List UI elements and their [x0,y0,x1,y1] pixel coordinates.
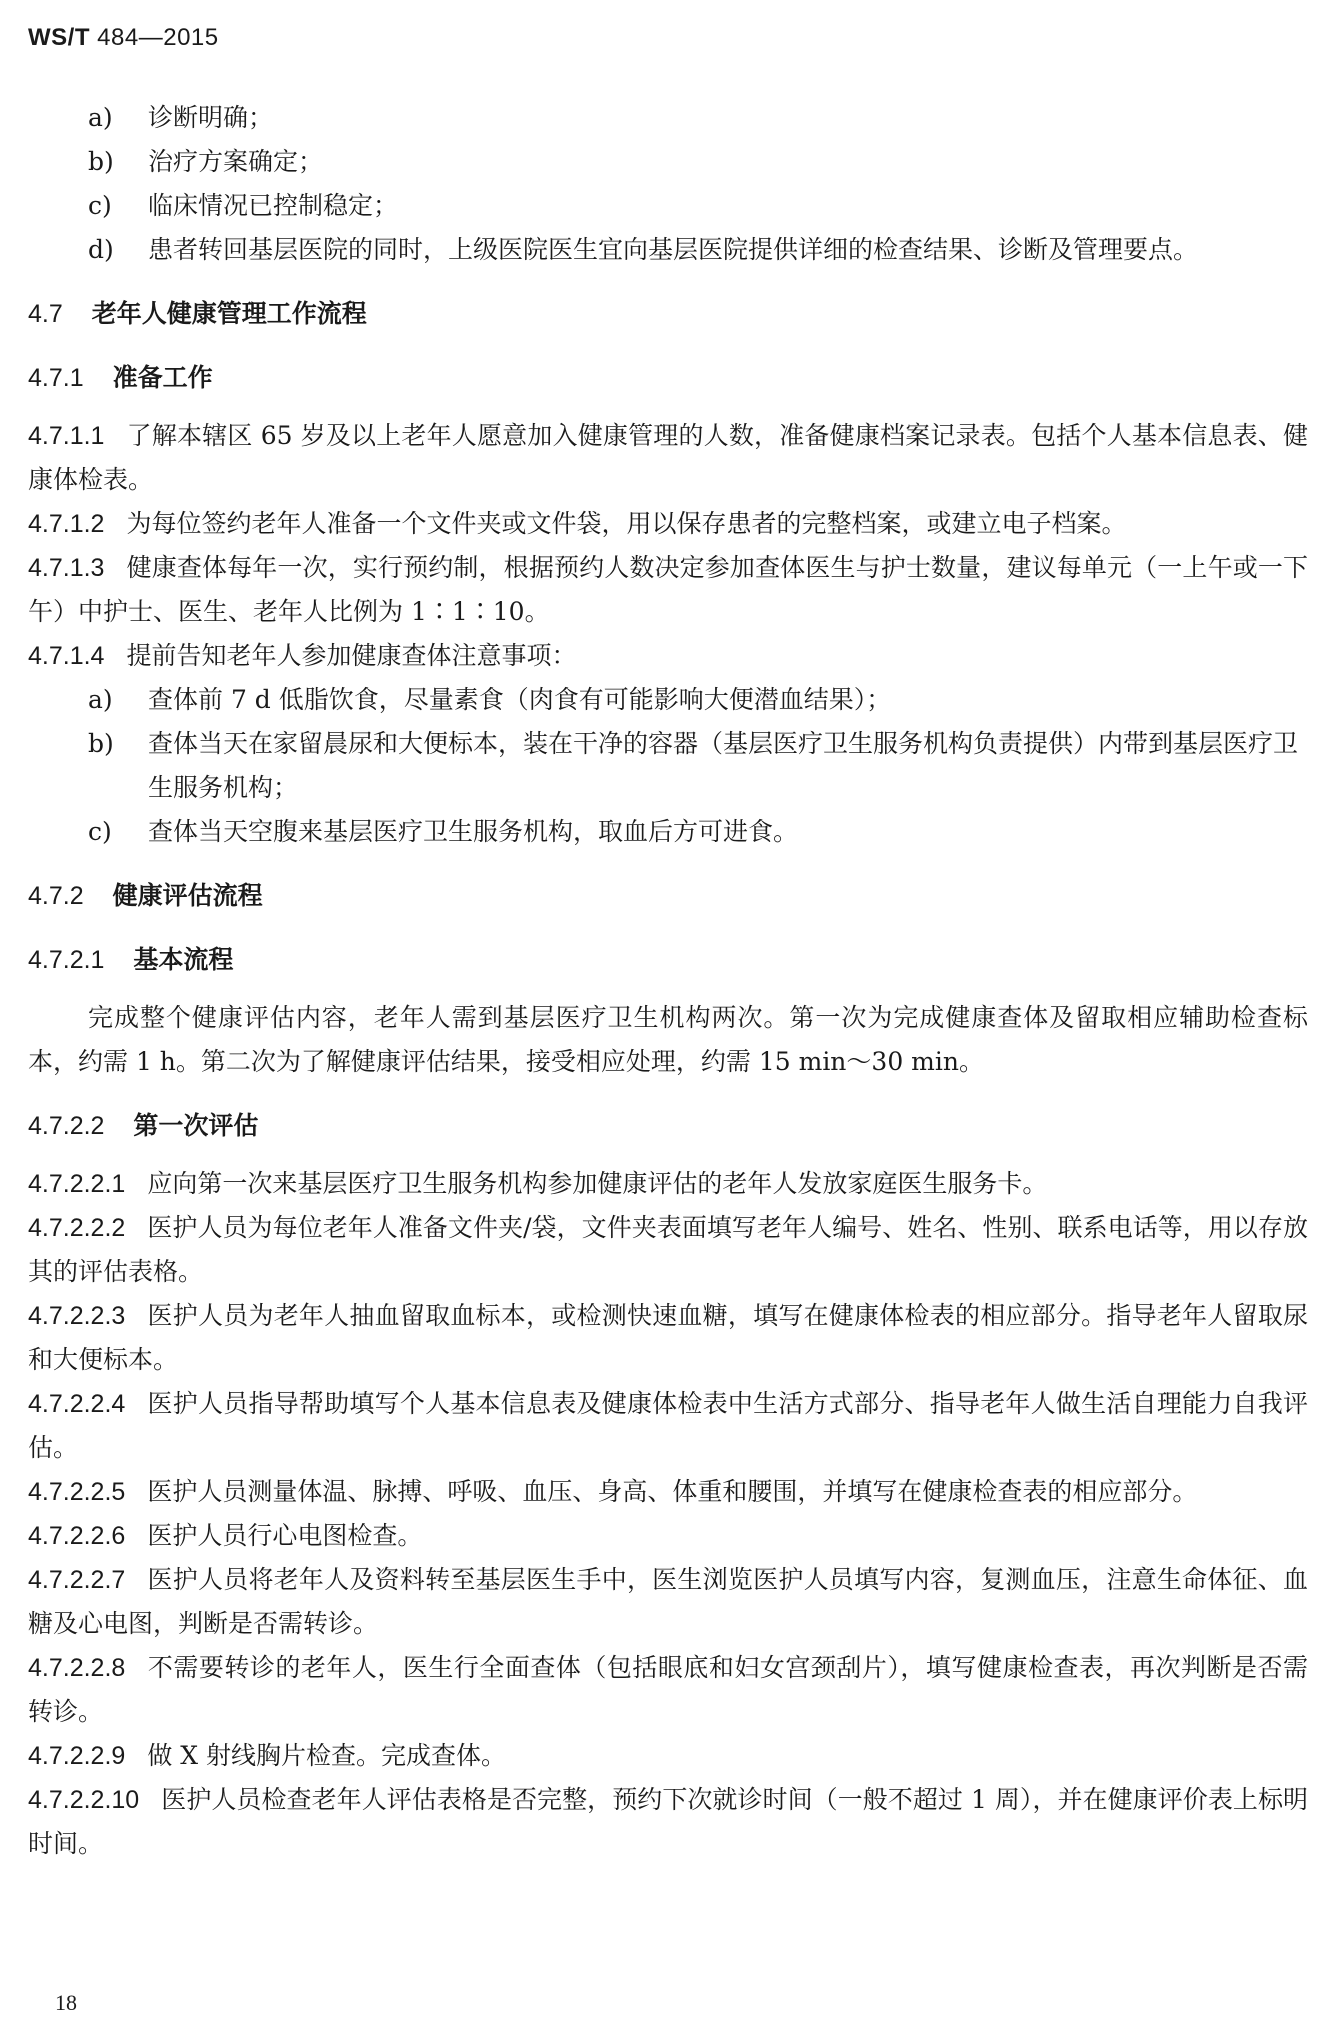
clause-number: 4.7.1.1 [28,422,105,450]
section-title: 健康评估流程 [112,881,263,910]
clause [28,1514,1308,1558]
clause [28,1162,1308,1206]
list-text: 治疗方案确定； [148,147,324,176]
section-number: 4.7 [28,300,63,328]
section-number: 4.7.2.2 [28,1112,105,1140]
clause-number: 4.7.2.2.6 [28,1522,126,1550]
clause [28,1206,1308,1294]
clause-number: 4.7.2.2.8 [28,1654,126,1682]
clause-number: 4.7.1.2 [28,510,105,538]
list-item [28,678,1308,722]
list-marker: c) [88,817,112,846]
clause-text: 医护人员将老年人及资料转至基层医生手中，医生浏览医护人员填写内容，复测血压，注意生命体征、血糖及心电图，判断是否需转诊。 [28,1565,1308,1638]
section-heading [28,356,1308,400]
clause-text: 医护人员行心电图检查。 [147,1521,423,1550]
clause-text: 提前告知老年人参加健康查体注意事项： [126,641,577,670]
clause-text: 医护人员检查老年人评估表格是否完整，预约下次就诊时间（一般不超过 1 周），并在健康评价表上标明时间。 [28,1785,1308,1858]
list-text: 查体当天在家留晨尿和大便标本，装在干净的容器（基层医疗卫生服务机构负责提供）内带到基层医疗卫生服务机构； [148,729,1299,802]
clause-number: 4.7.2.2.3 [28,1302,126,1330]
clause [28,1382,1308,1470]
clause [28,414,1308,502]
clause [28,634,1308,678]
list-text: 患者转回基层医院的同时，上级医院医生宜向基层医院提供详细的检查结果、诊断及管理要点。 [148,235,1199,264]
section-heading [28,292,1308,336]
section-title: 老年人健康管理工作流程 [91,299,367,328]
paragraph: 完成整个健康评估内容，老年人需到基层医疗卫生机构两次。第一次为完成健康查体及留取相应辅助检查标本，约需 1 h。第二次为了解健康评估结果，接受相应处理，约需 15 min～30 min。 [28,1003,1308,1076]
clause [28,1646,1308,1734]
clause-number: 4.7.2.2.7 [28,1566,126,1594]
clause-number: 4.7.2.2.2 [28,1214,126,1242]
clause-text: 应向第一次来基层医疗卫生服务机构参加健康评估的老年人发放家庭医生服务卡。 [147,1169,1048,1198]
section-number: 4.7.2.1 [28,946,105,974]
clause [28,502,1308,546]
list-text: 查体当天空腹来基层医疗卫生服务机构，取血后方可进食。 [148,817,799,846]
list-text: 查体前 7 d 低脂饮食，尽量素食（肉食有可能影响大便潜血结果）； [148,685,892,714]
page-header [28,24,219,52]
section-heading [28,1104,1308,1148]
list-item [28,722,1308,810]
standard-number: 484—2015 [97,24,219,51]
section-title: 第一次评估 [133,1111,259,1140]
clause-text: 为每位签约老年人准备一个文件夹或文件袋，用以保存患者的完整档案，或建立电子档案。 [126,509,1127,538]
page-content [28,96,1308,1866]
clause-text: 医护人员指导帮助填写个人基本信息表及健康体检表中生活方式部分、指导老年人做生活自理能力自我评估。 [28,1389,1308,1462]
clause-text: 做 X 射线胸片检查。完成查体。 [147,1741,507,1770]
list-item [28,96,1308,140]
clause [28,1294,1308,1382]
clause-text: 医护人员为老年人抽血留取血标本，或检测快速血糖，填写在健康体检表的相应部分。指导老年人留取尿和大便标本。 [28,1301,1308,1374]
clause-number: 4.7.1.3 [28,554,105,582]
section-title: 基本流程 [133,945,234,974]
section-title: 准备工作 [112,363,213,392]
section-heading [28,874,1308,918]
clause-number: 4.7.1.4 [28,642,105,670]
clause-text: 医护人员测量体温、脉搏、呼吸、血压、身高、体重和腰围，并填写在健康检查表的相应部分。 [147,1477,1198,1506]
list-marker: a) [88,685,113,714]
clause-number: 4.7.2.2.10 [28,1786,140,1814]
list-marker: b) [88,729,114,758]
clause-number: 4.7.2.2.9 [28,1742,126,1770]
page-number: 18 [55,1990,77,2015]
clause [28,1778,1308,1866]
clause [28,546,1308,634]
list-marker: a) [88,103,113,132]
clause-text: 了解本辖区 65 岁及以上老年人愿意加入健康管理的人数，准备健康档案记录表。包括个人基本信息表、健康体检表。 [28,421,1308,494]
section-heading [28,938,1308,982]
list-marker: c) [88,191,112,220]
list-item [28,140,1308,184]
clause-text: 不需要转诊的老年人，医生行全面查体（包括眼底和妇女宫颈刮片），填写健康检查表，再次判断是否需转诊。 [28,1653,1308,1726]
clause-text: 健康查体每年一次，实行预约制，根据预约人数决定参加查体医生与护士数量，建议每单元（一上午或一下午）中护士、医生、老年人比例为 1∶1∶10。 [28,553,1308,626]
list-item [28,228,1308,272]
list-item [28,184,1308,228]
list-item [28,810,1308,854]
section-number: 4.7.1 [28,364,84,392]
list-marker: b) [88,147,114,176]
clause [28,1734,1308,1778]
list-text: 诊断明确； [148,103,274,132]
clause-number: 4.7.2.2.4 [28,1390,126,1418]
clause-number: 4.7.2.2.1 [28,1170,126,1198]
clause [28,1470,1308,1514]
clause-text: 医护人员为每位老年人准备文件夹/袋，文件夹表面填写老年人编号、姓名、性别、联系电话等，用以存放其的评估表格。 [28,1213,1308,1286]
clause [28,1558,1308,1646]
section-number: 4.7.2 [28,882,84,910]
clause-number: 4.7.2.2.5 [28,1478,126,1506]
list-marker: d) [88,235,114,264]
standard-code: WS/T [28,24,90,51]
list-text: 临床情况已控制稳定； [148,191,399,220]
